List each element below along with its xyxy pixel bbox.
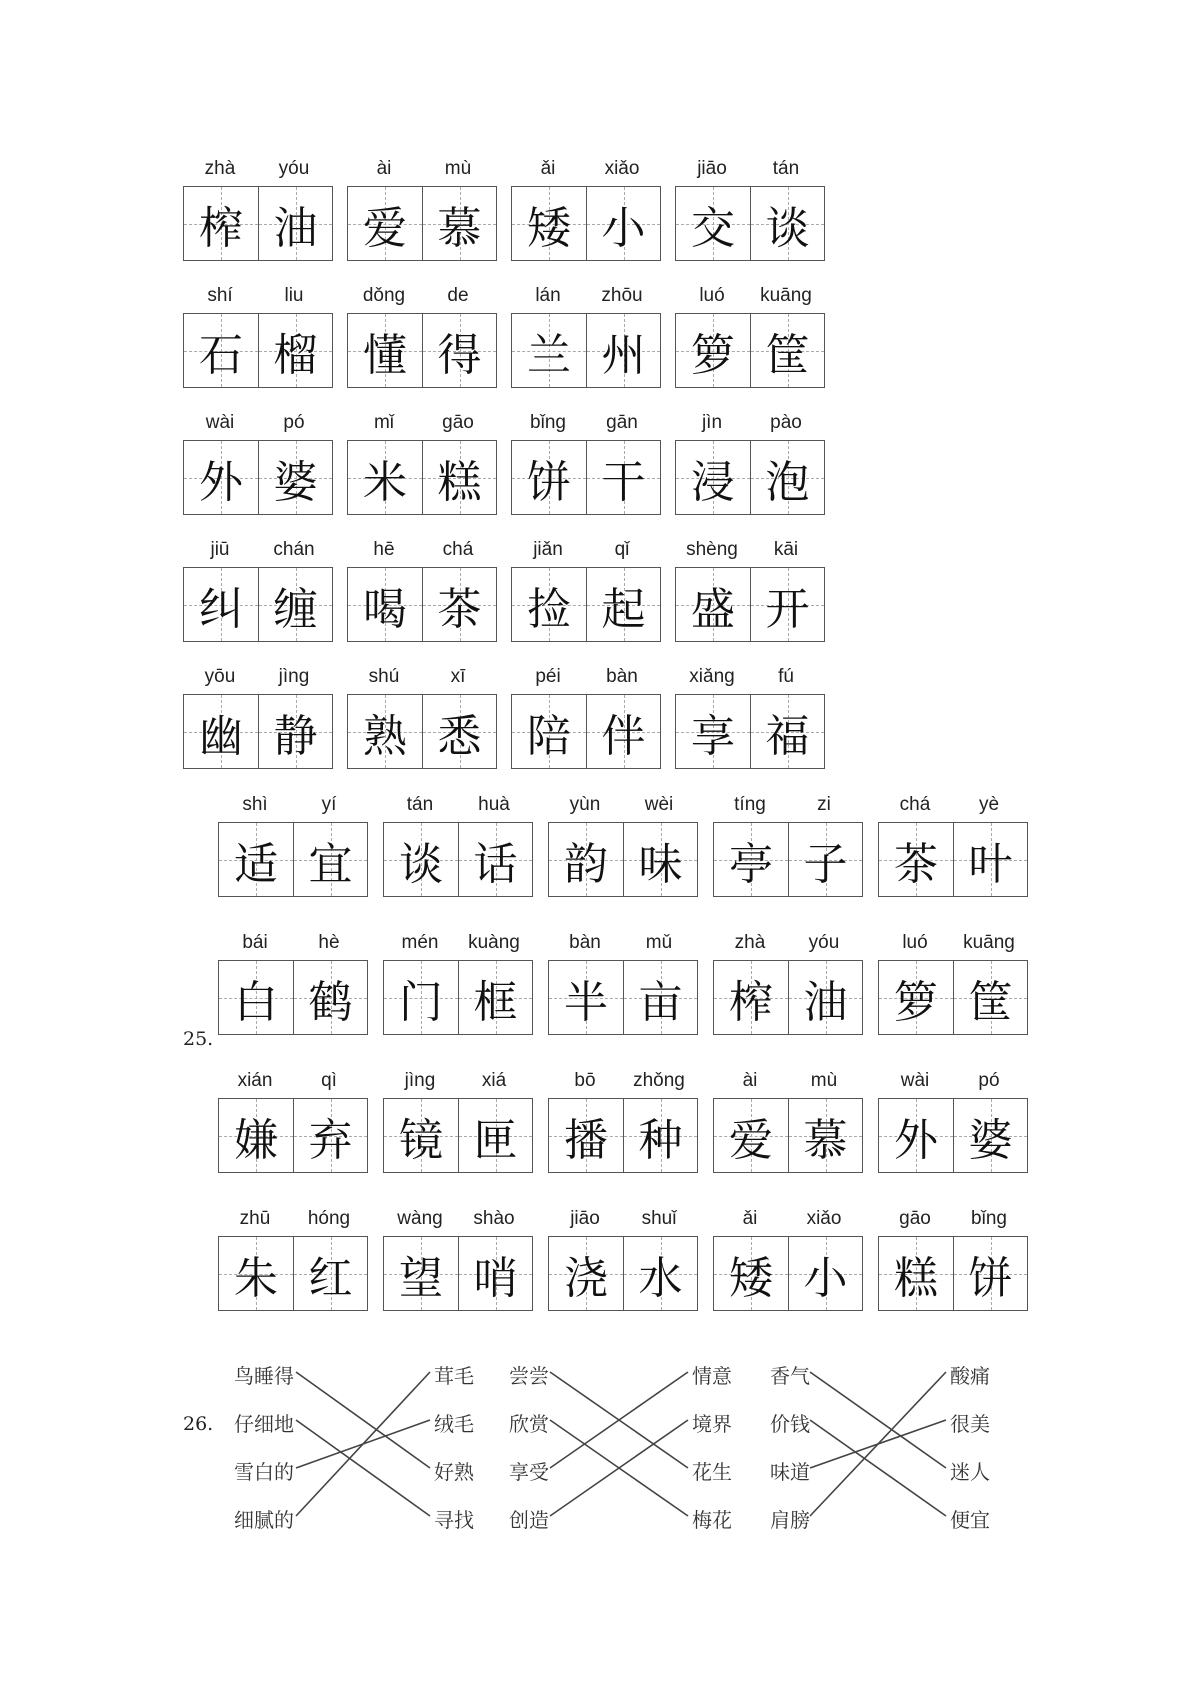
pinyin-label: shào xyxy=(473,1208,515,1229)
character: 静 xyxy=(273,710,318,762)
character: 悉 xyxy=(437,710,482,762)
pinyin-label: mǔ xyxy=(645,932,673,953)
character: 亩 xyxy=(638,976,683,1028)
character: 适 xyxy=(234,838,278,890)
pinyin-label: zhà xyxy=(734,932,766,953)
pinyin-label: jìng xyxy=(278,666,310,687)
pinyin-label: jiāo xyxy=(697,158,727,179)
pinyin-label: yí xyxy=(321,794,337,815)
pinyin-label: xiǎo xyxy=(806,1208,842,1229)
character: 得 xyxy=(437,329,482,381)
character: 浇 xyxy=(564,1252,608,1304)
match-right-word: 便宜 xyxy=(950,1508,990,1532)
pinyin-label: pó xyxy=(283,412,305,433)
pinyin-label: xiǎng xyxy=(689,666,735,687)
character: 小 xyxy=(601,202,646,254)
match-left-word: 味道 xyxy=(770,1460,810,1484)
character: 爱 xyxy=(729,1114,773,1166)
match-line xyxy=(810,1372,946,1516)
pinyin-label: chá xyxy=(442,539,474,560)
character: 榴 xyxy=(273,329,318,381)
character: 糕 xyxy=(437,456,482,508)
pinyin-label: yùn xyxy=(569,794,601,815)
pinyin-label: shì xyxy=(242,794,268,815)
pinyin-label: wài xyxy=(205,412,235,433)
pinyin-label: pào xyxy=(770,412,802,433)
match-line xyxy=(296,1372,430,1516)
pinyin-label: zhà xyxy=(204,158,236,179)
character: 交 xyxy=(691,202,735,254)
character: 叶 xyxy=(968,838,1013,890)
character: 饼 xyxy=(527,456,571,508)
pinyin-label: mù xyxy=(810,1070,838,1091)
match-line xyxy=(296,1372,430,1468)
pinyin-label: kuàng xyxy=(468,932,520,953)
match-left-word: 创造 xyxy=(509,1508,549,1532)
pinyin-label: shú xyxy=(368,666,400,687)
pinyin-label: xiǎo xyxy=(604,158,640,179)
pinyin-label: chán xyxy=(273,539,315,560)
character: 饼 xyxy=(968,1252,1013,1304)
pinyin-label: bàn xyxy=(606,666,638,687)
pinyin-label: jiū xyxy=(210,539,230,560)
pinyin-label: hē xyxy=(373,539,395,560)
character: 油 xyxy=(273,202,318,254)
pinyin-label: kāi xyxy=(773,539,799,560)
character: 慕 xyxy=(437,202,482,254)
character: 望 xyxy=(399,1252,443,1304)
pinyin-label: shuǐ xyxy=(641,1208,677,1229)
character: 矮 xyxy=(527,202,571,254)
match-left-word: 肩膀 xyxy=(770,1508,810,1532)
pinyin-label: jìng xyxy=(404,1070,436,1091)
match-left-word: 细腻的 xyxy=(234,1508,294,1532)
pinyin-label: ài xyxy=(742,1070,758,1091)
character: 朱 xyxy=(234,1252,278,1304)
character: 米 xyxy=(363,456,407,508)
character: 浸 xyxy=(691,456,735,508)
character: 话 xyxy=(473,838,518,890)
character: 味 xyxy=(638,838,683,890)
match-left-word: 价钱 xyxy=(770,1412,810,1436)
character: 红 xyxy=(308,1252,353,1304)
question-26-number: 26. xyxy=(183,1413,214,1435)
pinyin-label: jiǎn xyxy=(533,539,563,560)
match-right-word: 茸毛 xyxy=(434,1364,474,1388)
character: 糕 xyxy=(894,1252,938,1304)
match-right-word: 寻找 xyxy=(434,1508,474,1532)
character: 镜 xyxy=(399,1114,443,1166)
character: 纠 xyxy=(199,583,243,635)
pinyin-label: shèng xyxy=(686,539,738,560)
character: 白 xyxy=(234,976,278,1028)
character: 匣 xyxy=(473,1114,518,1166)
pinyin-label: wài xyxy=(900,1070,930,1091)
match-left-word: 鸟睡得 xyxy=(234,1364,294,1388)
match-right-word: 绒毛 xyxy=(434,1412,474,1436)
pinyin-label: shí xyxy=(207,285,233,306)
pinyin-label: mǐ xyxy=(373,412,395,433)
character: 懂 xyxy=(363,329,407,381)
pinyin-label: tán xyxy=(772,158,800,179)
character: 榨 xyxy=(199,202,243,254)
pinyin-label: bàn xyxy=(569,932,601,953)
pinyin-label: luó xyxy=(902,932,928,953)
character: 外 xyxy=(199,456,243,508)
character: 慕 xyxy=(803,1114,848,1166)
character: 筐 xyxy=(968,976,1013,1028)
character: 箩 xyxy=(894,976,938,1028)
pinyin-label: tíng xyxy=(734,794,766,815)
pinyin-label: yóu xyxy=(808,932,840,953)
pinyin-label: hè xyxy=(318,932,340,953)
pinyin-label: yóu xyxy=(278,158,310,179)
character: 茶 xyxy=(894,838,938,890)
pinyin-label: liu xyxy=(284,285,304,306)
pinyin-label: lán xyxy=(535,285,561,306)
pinyin-label: de xyxy=(447,285,469,306)
character: 婆 xyxy=(968,1114,1013,1166)
character: 陪 xyxy=(527,710,571,762)
character: 伴 xyxy=(601,710,646,762)
pinyin-label: zhǒng xyxy=(633,1070,685,1091)
pinyin-label: bái xyxy=(242,932,268,953)
character: 亭 xyxy=(729,838,773,890)
character: 享 xyxy=(691,710,735,762)
character: 子 xyxy=(803,838,848,890)
character: 缠 xyxy=(273,583,318,635)
match-line xyxy=(296,1420,430,1516)
character: 框 xyxy=(473,976,518,1028)
character: 盛 xyxy=(691,583,735,635)
pinyin-label: bǐng xyxy=(971,1208,1007,1229)
match-right-word: 很美 xyxy=(950,1412,990,1436)
character: 嫌 xyxy=(234,1114,278,1166)
pinyin-label: mù xyxy=(444,158,472,179)
pinyin-label: bǐng xyxy=(530,412,566,433)
question-25-number: 25. xyxy=(183,1028,214,1050)
pinyin-label: yè xyxy=(978,794,1000,815)
character: 油 xyxy=(803,976,848,1028)
pinyin-label: gāo xyxy=(442,412,474,433)
character: 哨 xyxy=(473,1252,518,1304)
character: 起 xyxy=(601,583,646,635)
pinyin-label: ài xyxy=(376,158,392,179)
pinyin-label: dǒng xyxy=(362,285,406,306)
pinyin-label: xián xyxy=(237,1070,273,1091)
character: 半 xyxy=(564,976,608,1028)
pinyin-label: chá xyxy=(899,794,931,815)
pinyin-label: ǎi xyxy=(742,1208,758,1229)
pinyin-label: ǎi xyxy=(540,158,556,179)
character: 弃 xyxy=(308,1114,353,1166)
character: 福 xyxy=(765,710,810,762)
pinyin-label: qǐ xyxy=(614,539,630,560)
character: 熟 xyxy=(363,710,407,762)
character: 箩 xyxy=(691,329,735,381)
pinyin-label: fú xyxy=(778,666,794,687)
match-left-word: 仔细地 xyxy=(234,1412,294,1436)
pinyin-label: kuāng xyxy=(760,285,812,306)
character: 兰 xyxy=(527,329,571,381)
pinyin-label: gāo xyxy=(899,1208,931,1229)
match-left-word: 香气 xyxy=(770,1364,810,1388)
match-left-word: 欣赏 xyxy=(509,1412,549,1436)
match-left-word: 雪白的 xyxy=(234,1460,294,1484)
character: 石 xyxy=(199,329,243,381)
pinyin-label: gān xyxy=(606,412,638,433)
character: 干 xyxy=(601,456,646,508)
pinyin-label: jìn xyxy=(701,412,723,433)
character: 爱 xyxy=(363,202,407,254)
match-right-word: 境界 xyxy=(692,1412,732,1436)
character: 鹤 xyxy=(308,976,353,1028)
pinyin-label: mén xyxy=(401,932,439,953)
match-right-word: 迷人 xyxy=(950,1460,990,1484)
pinyin-label: tán xyxy=(406,794,434,815)
character: 茶 xyxy=(437,583,482,635)
character: 谈 xyxy=(399,838,443,890)
pinyin-label: hóng xyxy=(307,1208,351,1229)
character: 开 xyxy=(765,583,810,635)
match-right-word: 情意 xyxy=(692,1364,732,1388)
pinyin-label: zi xyxy=(817,794,831,815)
pinyin-label: zhōu xyxy=(601,285,643,306)
character: 小 xyxy=(803,1252,848,1304)
pinyin-label: kuāng xyxy=(963,932,1015,953)
character: 筐 xyxy=(765,329,810,381)
character: 门 xyxy=(399,976,443,1028)
character: 婆 xyxy=(273,456,318,508)
pinyin-label: jiāo xyxy=(570,1208,600,1229)
match-right-word: 花生 xyxy=(692,1460,732,1484)
character: 榨 xyxy=(729,976,773,1028)
pinyin-label: péi xyxy=(535,666,561,687)
pinyin-label: zhū xyxy=(239,1208,271,1229)
character: 种 xyxy=(638,1114,683,1166)
character: 外 xyxy=(894,1114,938,1166)
match-right-word: 好熟 xyxy=(434,1460,474,1484)
pinyin-label: luó xyxy=(699,285,725,306)
pinyin-label: huà xyxy=(478,794,510,815)
character: 谈 xyxy=(765,202,810,254)
character: 州 xyxy=(601,329,646,381)
pinyin-label: wèi xyxy=(644,794,674,815)
pinyin-label: qì xyxy=(321,1070,337,1091)
character: 韵 xyxy=(564,838,608,890)
match-right-word: 梅花 xyxy=(692,1508,732,1532)
character: 喝 xyxy=(363,583,407,635)
match-right-word: 酸痛 xyxy=(950,1364,990,1388)
character: 捡 xyxy=(527,583,571,635)
character: 泡 xyxy=(765,456,810,508)
pinyin-label: xī xyxy=(450,666,466,687)
pinyin-label: xiá xyxy=(481,1070,507,1091)
pinyin-label: yōu xyxy=(204,666,236,687)
match-left-word: 尝尝 xyxy=(509,1364,549,1388)
character: 幽 xyxy=(199,710,243,762)
pinyin-label: pó xyxy=(978,1070,1000,1091)
match-line xyxy=(810,1420,946,1516)
pinyin-label: wàng xyxy=(397,1208,443,1229)
pinyin-label: bō xyxy=(574,1070,596,1091)
match-line xyxy=(810,1372,946,1468)
character: 宜 xyxy=(308,838,353,890)
match-left-word: 享受 xyxy=(509,1460,549,1484)
character: 水 xyxy=(638,1252,683,1304)
character: 播 xyxy=(564,1114,608,1166)
character: 矮 xyxy=(729,1252,773,1304)
